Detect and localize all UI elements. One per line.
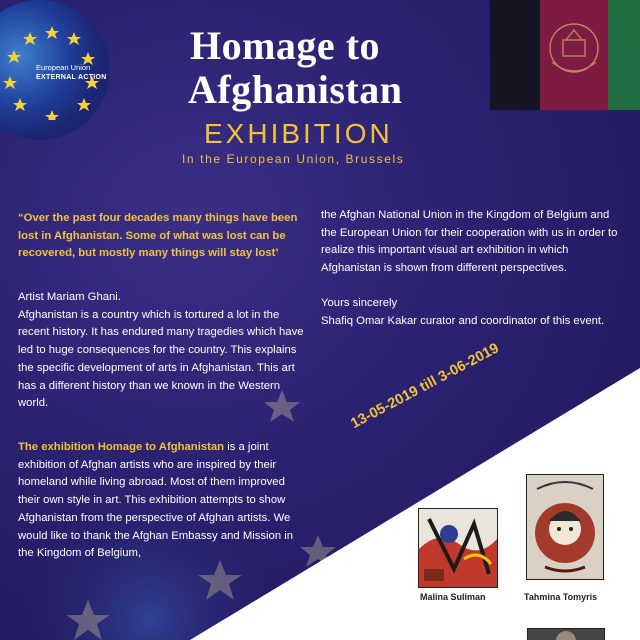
left-intro xyxy=(18,289,308,413)
exhibition-heading: EXHIBITION xyxy=(204,118,393,149)
flag-green-stripe xyxy=(608,0,640,110)
thanks-paragraph: the Afghan National Union in the Kingdom of Belgium and the European Union for their cooperation with us in order to realize this important visual art exhibition in which Afghanistan is shown from different perspectives. xyxy=(321,209,618,275)
right-column xyxy=(321,207,626,330)
artwork-malina-suliman xyxy=(418,508,498,588)
quote-block xyxy=(18,210,308,263)
poster-subtitle: In the European Union, Brussels xyxy=(182,152,405,166)
exhibition-name-highlight: The exhibition Homage to Afghanistan xyxy=(18,441,225,453)
intro-paragraph: Afghanistan is a country which is tortured a lot in the recent history. It has endured many tragedies which have led to huge consequences for the country. This explains the specific development of arts in Afghanistan. This art has a different history than we known in the Western world. xyxy=(18,308,304,410)
eu-logo-line1: European Union xyxy=(36,63,91,72)
poster-title-line1: Homage to xyxy=(190,23,381,68)
artwork-partial xyxy=(527,628,605,640)
closing-text: Yours sincerely xyxy=(321,296,398,309)
quote-text: “Over the past four decades many things have been lost in Afghanistan. Some of what was lost can be recovered, but mostly many things will stay lost’ xyxy=(18,212,298,260)
artist-name-1: Malina Suliman xyxy=(420,592,486,602)
flag-red-stripe xyxy=(540,0,608,110)
artwork-tahmina-tomyris xyxy=(526,474,604,580)
quote-author: Artist Mariam Ghani. xyxy=(18,291,121,303)
artist-name-2: Tahmina Tomyris xyxy=(524,592,598,602)
curator-signature: Shafiq Omar Kakar curator and coordinator of this event. xyxy=(321,314,605,327)
flag-black-stripe xyxy=(490,0,540,110)
eu-logo-text xyxy=(36,63,107,83)
exhibition-dates: 13-05-2019 till 3-06-2019 xyxy=(348,340,502,433)
exhibition-description xyxy=(18,439,308,563)
eu-logo-line2: EXTERNAL ACTION xyxy=(36,74,107,81)
poster-title-line2: Afghanistan xyxy=(188,67,403,112)
exhibition-description-text: is a joint exhibition of Afghan artists who are inspired by their homeland while living abroad. Most of them improved their own style in art. This exhibition attempts to show Afghanistan from the perspective of Afghan artists. We would like to thank the Afghan Embassy and Mission in the Kingdom of Belgium, xyxy=(18,441,294,560)
